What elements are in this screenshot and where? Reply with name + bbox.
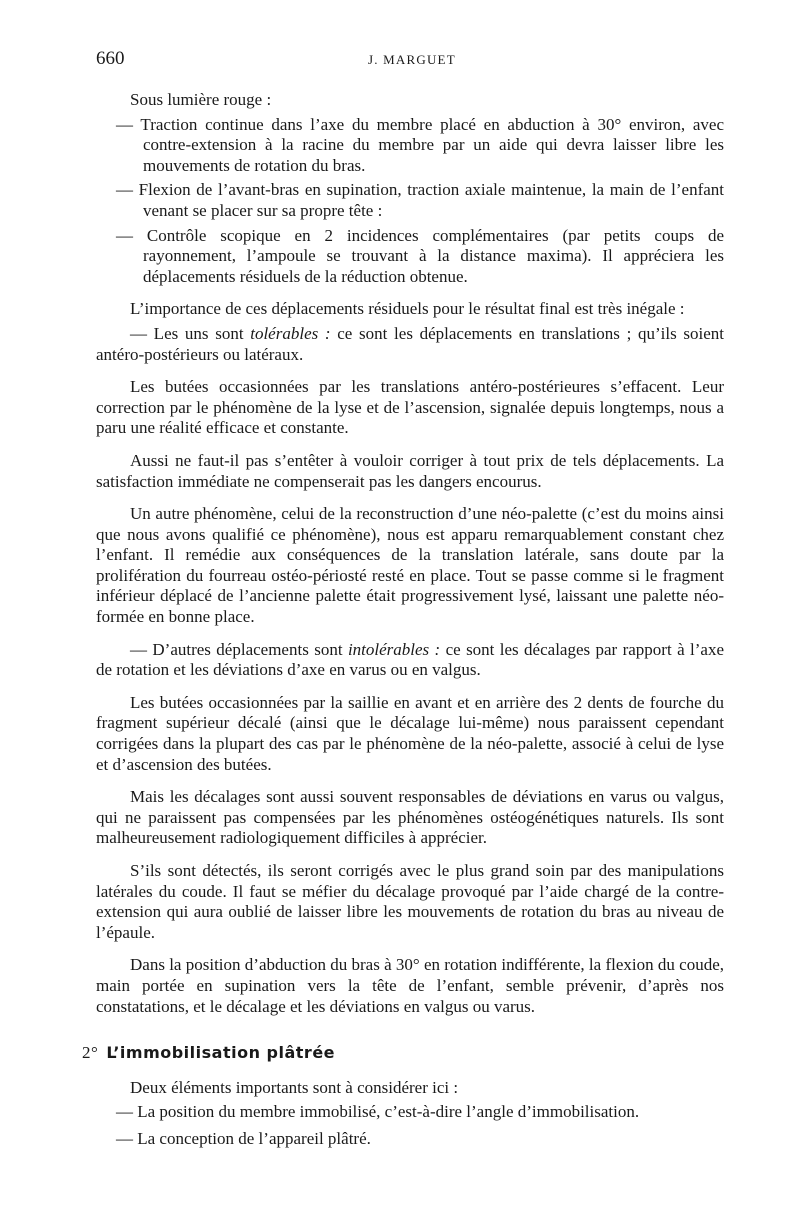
tolerables-prefix: — Les uns sont — [130, 323, 251, 343]
list-item-flexion: — Flexion de l’avant-bras en supination, traction axiale maintenue, la main de l’enfant venant se placer sur sa propre tête : — [116, 180, 724, 220]
page — [82, 48, 725, 1156]
paragraph-importance: L’importance de ces déplacements résiduels pour le résultat final est très inégale : — [130, 299, 685, 319]
paragraph-sils: S’ils sont détectés, ils seront corrigés avec le plus grand soin par des manipulations latérales du coude. Il faut se méfier du décalage provoqué par l’aide chargé de la contre-extension qui aura oublié de laisser libre les mouvements de rotation du bras au niveau de l’épaule. — [96, 861, 724, 942]
running-head: J. MARGUET — [368, 52, 456, 67]
paragraph-intro-label: Sous lumière rouge : — [130, 90, 272, 109]
tolerables-term: tolérables : — [250, 323, 331, 343]
paragraph-tolerables — [96, 324, 724, 365]
page-header — [96, 48, 724, 78]
paragraph-section-intro: Deux éléments importants sont à considérer ici : — [130, 1077, 459, 1097]
intolerables-prefix: — D’autres déplacements sont — [130, 639, 348, 659]
section-heading — [82, 1043, 724, 1064]
paragraph-autre-phenomene: Un autre phénomène, celui de la reconstruction d’une néo-palette (c’est du moins ainsi que nous avons qualifié ce phénomène), nous est apparu remarquablement constant chez l’enfant. Il remédie aux conséquences de la translation latérale, sans doute par la prolifération du fourreau ostéo-périosté resté en place. Tout se passe comme si le fragment inférieur déplacé de l’ancienne palette était progressivement lysé, laissant une palette néo-formée en bonne place. — [96, 504, 724, 627]
paragraph-intolerables — [96, 640, 724, 681]
paragraph-aussi: Aussi ne faut-il pas s’entêter à vouloir corriger à tout prix de tels déplacements. La satisfaction immédiate ne compenserait pas les dangers encourus. — [96, 450, 724, 491]
list-item-conception: — La conception de l’appareil plâtré. — [116, 1128, 371, 1148]
paragraph-mais: Mais les décalages sont aussi souvent responsables de déviations en varus ou valgus, qui ne paraissent pas compensées par les phénomènes ostéogénétiques naturels. Ils sont malheureusement radiologiquement difficiles à apprécier. — [96, 787, 724, 848]
page-number: 660 — [96, 48, 125, 69]
intolerables-suffix: ce sont les décalages par rapport à l’axe de rotation et les déviations d’axe en varus ou en valgus. — [96, 639, 724, 680]
paragraph-saillie: Les butées occasionnées par la saillie en avant et en arrière des 2 dents de fourche du fragment supérieur décalé (ainsi que le décalage lui-même) nous paraissent cependant corrigées dans la plupart des cas par le phénomène de la néo-palette, associé à celui de lyse et d’ascension des butées. — [96, 692, 724, 774]
paragraph-dans: Dans la position d’abduction du bras à 30° en rotation indifférente, la flexion du coude, main portée en supination vers la tête de l’enfant, semble prévenir, d’après nos constatations, et le décalage et les déviations en valgus ou varus. — [96, 955, 724, 1016]
tolerables-suffix: ce sont les déplacements en translations ; qu’ils soient antéro-postérieurs ou latéraux. — [96, 323, 725, 364]
section-number: 2° — [82, 1043, 99, 1063]
body-text — [82, 90, 725, 1150]
intolerables-term: intolérables : — [347, 639, 441, 659]
list-item-traction: — Traction continue dans l’axe du membre placé en abduction à 30° environ, avec contre-extension à la racine du membre par un aide qui devra laisser libre les mouvements de rotation du bras. — [116, 114, 724, 175]
list-item-controle: — Contrôle scopique en 2 incidences complémentaires (par petits coups de rayonnement, l’ampoule se trouvant à la distance maxima). Il appréciera les déplacements résiduels de la réduction obtenue. — [116, 225, 724, 286]
section-title: L’immobilisation plâtrée — [106, 1043, 336, 1063]
paragraph-butees: Les butées occasionnées par les translations antéro-postérieures s’effacent. Leur correction par le phénomène de la lyse et de l’ascension, signalée depuis longtemps, nous a paru une réalité efficace et constante. — [96, 377, 724, 438]
list-item-position: — La position du membre immobilisé, c’est-à-dire l’angle d’immobilisation. — [116, 1102, 640, 1122]
